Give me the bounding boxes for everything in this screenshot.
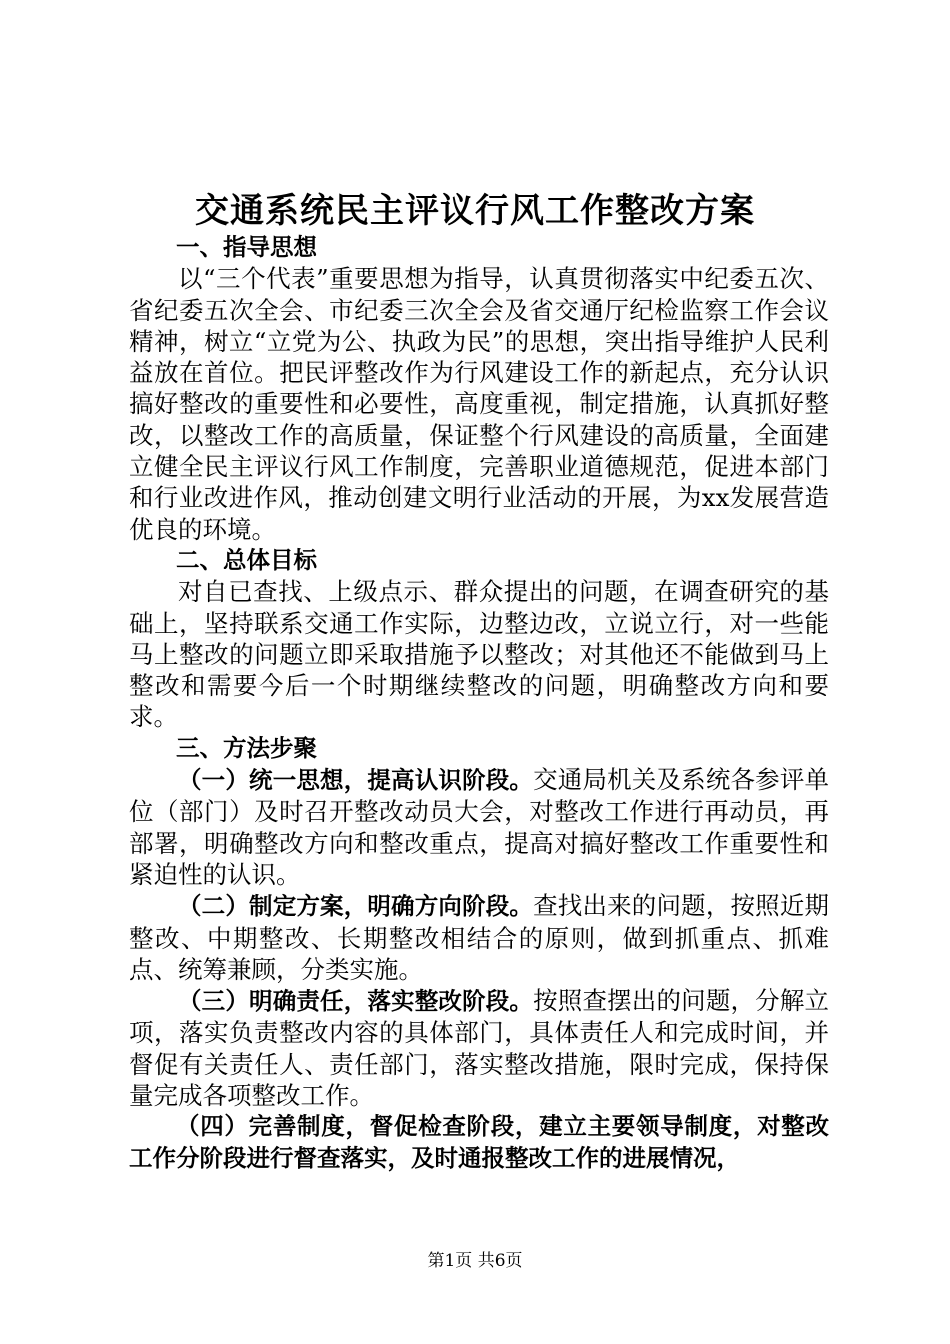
section-paragraph-overall-goal: 对自已查找、上级点示、群众提出的问题，在调查研究的基础上，坚持联系交通工作实际，边整边改，立说立行，对一些能马上整改的问题立即采取措施予以整改；对其他还不能做到马上整改和需要今后一个时期继续整改的问题，明确整改方向和要求。: [129, 577, 829, 732]
section-heading-overall-goal: 二、总体目标: [176, 545, 317, 574]
step-3-text: 按照查摆出的问题，分解立项，落实负责整改内容的具体部门，具体责任人和完成时间，并督促有关责任人、责任部门，落实整改措施，限时完成，保持保量完成各项整改工作。: [129, 986, 830, 1111]
step-2-lead: （二）制定方案，明确方向阶段。: [178, 892, 534, 921]
document-title: 交通系统民主评议行风工作整改方案: [195, 191, 755, 231]
step-paragraph-2: [129, 890, 829, 985]
section-paragraph-guiding-thought: 以“三个代表”重要思想为指导，认真贯彻落实中纪委五次、省纪委五次全会、市纪委三次全会及省交通厅纪检监察工作会议精神，树立“立党为公、执政为民”的思想，突出指导维护人民利益放在首位。把民评整改作为行风建设工作的新起点，充分认识搞好整改的重要性和必要性，高度重视，制定措施，认真抓好整改，以整改工作的高质量，保证整个行风建设的高质量，全面建立健全民主评议行风工作制度，完善职业道德规范，促进本部门和行业改进作风，推动创建文明行业活动的开展，为xx发展营造优良的环境。: [129, 264, 829, 544]
step-1-text: 交通局机关及系统各参评单位（部门）及时召开整改动员大会，对整改工作进行再动员，再部署，明确整改方向和整改重点，提高对搞好整改工作重要性和紧迫性的认识。: [129, 765, 830, 889]
section-heading-guiding-thought: 一、指导思想: [176, 233, 317, 261]
step-2-text: 查找出来的问题，按照近期整改、中期整改、长期整改相结合的原则，做到抓重点、抓难点、统筹兼顾，分类实施。: [129, 891, 830, 984]
page-number-footer: 第1页 共6页: [427, 1251, 523, 1271]
section-heading-method-steps: 三、方法步聚: [176, 733, 317, 762]
step-3-lead: （三）明确责任，落实整改阶段。: [178, 987, 534, 1016]
step-1-lead: （一）统一思想，提高认识阶段。: [178, 766, 534, 795]
step-paragraph-4: （四）完善制度，督促检查阶段，建立主要领导制度，对整改工作分阶段进行督查落实，及时通报整改工作的进展情况，: [129, 1112, 829, 1172]
step-paragraph-1: [129, 764, 829, 890]
step-paragraph-3: [129, 985, 829, 1111]
document-body: [129, 232, 829, 1174]
